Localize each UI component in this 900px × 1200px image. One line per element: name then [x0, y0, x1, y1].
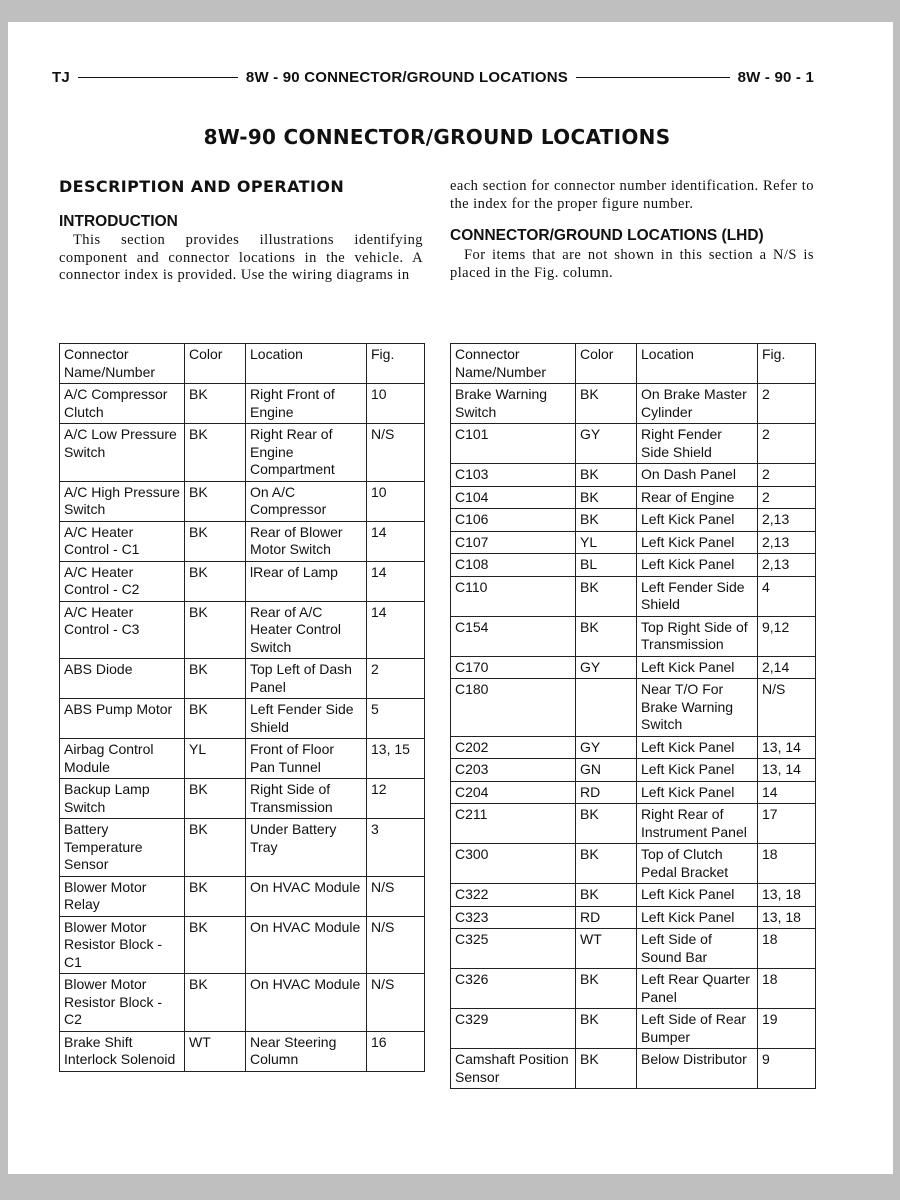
document-title: 8W-90 CONNECTOR/GROUND LOCATIONS [203, 125, 671, 149]
cell-connector: Blower Motor Relay [60, 876, 185, 916]
column-header-connector: Connector Name/Number [451, 344, 576, 384]
cell-connector: A/C Heater Control - C3 [60, 601, 185, 659]
cell-location: Top of Clutch Pedal Bracket [637, 844, 758, 884]
cell-connector: C202 [451, 736, 576, 759]
cell-connector: A/C Low Pressure Switch [60, 424, 185, 482]
cell-location: Left Kick Panel [637, 759, 758, 782]
cell-color: BK [185, 481, 246, 521]
column-header-fig: Fig. [367, 344, 425, 384]
cell-fig: 13, 18 [758, 906, 816, 929]
cell-location: Right Front of Engine [246, 384, 367, 424]
cell-connector: C104 [451, 486, 576, 509]
table-row [60, 779, 425, 819]
cell-fig: 12 [367, 779, 425, 819]
introduction-heading: INTRODUCTION [59, 213, 178, 230]
table-row [451, 554, 816, 577]
cell-color: BK [576, 844, 637, 884]
cell-color: BK [576, 1009, 637, 1049]
table-row [451, 679, 816, 737]
table-row [451, 759, 816, 782]
cell-fig: 2,13 [758, 509, 816, 532]
table-row [60, 561, 425, 601]
cell-color: RD [576, 906, 637, 929]
cell-location: Left Fender Side Shield [246, 699, 367, 739]
cell-fig: 17 [758, 804, 816, 844]
cell-connector: ABS Pump Motor [60, 699, 185, 739]
cell-color: BK [576, 969, 637, 1009]
cell-location: On Dash Panel [637, 464, 758, 487]
header-rule-right [576, 77, 730, 78]
header-right: 8W - 90 - 1 [737, 68, 814, 86]
column-header-location: Location [637, 344, 758, 384]
cell-fig: N/S [367, 974, 425, 1032]
cell-connector: C154 [451, 616, 576, 656]
cell-location: Left Kick Panel [637, 554, 758, 577]
cell-fig: 16 [367, 1031, 425, 1071]
cell-color: BK [576, 464, 637, 487]
cell-color: BK [185, 876, 246, 916]
column-header-color: Color [576, 344, 637, 384]
cell-location: On HVAC Module [246, 974, 367, 1032]
cell-color: BK [576, 509, 637, 532]
column-header-fig: Fig. [758, 344, 816, 384]
cell-connector: Blower Motor Resistor Block - C2 [60, 974, 185, 1032]
cell-fig: 10 [367, 384, 425, 424]
cell-fig: 13, 14 [758, 759, 816, 782]
cell-connector: C203 [451, 759, 576, 782]
cell-location: On Brake Master Cylinder [637, 384, 758, 424]
cell-fig: 2,13 [758, 554, 816, 577]
cell-location: Top Left of Dash Panel [246, 659, 367, 699]
cell-location: Left Kick Panel [637, 736, 758, 759]
table-row [451, 384, 816, 424]
header-left: TJ [52, 68, 70, 86]
cell-connector: A/C High Pressure Switch [60, 481, 185, 521]
connector-table-right [450, 343, 816, 1089]
table-row [451, 906, 816, 929]
cell-location: Right Rear of Engine Compartment [246, 424, 367, 482]
table-row [451, 486, 816, 509]
cell-connector: Backup Lamp Switch [60, 779, 185, 819]
cell-fig: 9,12 [758, 616, 816, 656]
header-center: 8W - 90 CONNECTOR/GROUND LOCATIONS [245, 68, 568, 86]
cell-color: BK [576, 486, 637, 509]
cell-fig: 2 [367, 659, 425, 699]
cell-location: Left Rear Quarter Panel [637, 969, 758, 1009]
cell-color: BK [185, 424, 246, 482]
cell-location: On A/C Compressor [246, 481, 367, 521]
table-row [60, 601, 425, 659]
cell-color: BL [576, 554, 637, 577]
cell-color: GY [576, 656, 637, 679]
table-header-row [60, 344, 425, 384]
table-row [451, 884, 816, 907]
cell-fig: 14 [367, 601, 425, 659]
lhd-text: For items that are not shown in this section a N/S is placed in the Fig. column. [450, 247, 814, 281]
cell-connector: C211 [451, 804, 576, 844]
introduction-text-right: each section for connector number identification. Refer to the index for the proper figure number. [450, 178, 814, 212]
column-header-connector: Connector Name/Number [60, 344, 185, 384]
table-row [60, 659, 425, 699]
cell-connector: ABS Diode [60, 659, 185, 699]
cell-location: Right Rear of Instrument Panel [637, 804, 758, 844]
table-row [451, 969, 816, 1009]
cell-connector: Brake Shift Interlock Solenoid [60, 1031, 185, 1071]
cell-connector: C326 [451, 969, 576, 1009]
cell-color: WT [185, 1031, 246, 1071]
cell-color: BK [576, 384, 637, 424]
connector-table-left [59, 343, 425, 1072]
table-row [451, 616, 816, 656]
cell-connector: C107 [451, 531, 576, 554]
table-row [60, 424, 425, 482]
table-row [451, 531, 816, 554]
cell-fig: N/S [758, 679, 816, 737]
cell-location: Rear of A/C Heater Control Switch [246, 601, 367, 659]
cell-location: Left Kick Panel [637, 906, 758, 929]
cell-fig: 9 [758, 1049, 816, 1089]
running-header [52, 66, 814, 88]
cell-fig: 14 [367, 561, 425, 601]
cell-location: Left Kick Panel [637, 509, 758, 532]
cell-color: BK [185, 974, 246, 1032]
table-row [451, 929, 816, 969]
table-row [60, 819, 425, 877]
table-row [451, 576, 816, 616]
table-row [60, 916, 425, 974]
cell-color: RD [576, 781, 637, 804]
cell-connector: C108 [451, 554, 576, 577]
table-row [451, 1009, 816, 1049]
header-rule-left [78, 77, 238, 78]
cell-color: BK [185, 521, 246, 561]
cell-location: Left Kick Panel [637, 781, 758, 804]
cell-fig: N/S [367, 876, 425, 916]
cell-connector: C300 [451, 844, 576, 884]
cell-connector: A/C Compressor Clutch [60, 384, 185, 424]
cell-color: BK [576, 884, 637, 907]
column-header-location: Location [246, 344, 367, 384]
cell-connector: Camshaft Position Sensor [451, 1049, 576, 1089]
cell-fig: 3 [367, 819, 425, 877]
cell-location: Rear of Blower Motor Switch [246, 521, 367, 561]
table-row [451, 656, 816, 679]
cell-fig: 2 [758, 464, 816, 487]
cell-location: Left Kick Panel [637, 656, 758, 679]
cell-fig: N/S [367, 916, 425, 974]
cell-location: lRear of Lamp [246, 561, 367, 601]
cell-location: Top Right Side of Transmission [637, 616, 758, 656]
cell-color: BK [185, 779, 246, 819]
cell-fig: 18 [758, 844, 816, 884]
table-row [451, 781, 816, 804]
cell-fig: 13, 15 [367, 739, 425, 779]
cell-color: BK [576, 616, 637, 656]
cell-location: Left Kick Panel [637, 531, 758, 554]
table-row [60, 481, 425, 521]
cell-color: WT [576, 929, 637, 969]
cell-fig: 19 [758, 1009, 816, 1049]
cell-connector: C180 [451, 679, 576, 737]
cell-fig: 2 [758, 424, 816, 464]
cell-location: Right Side of Transmission [246, 779, 367, 819]
cell-color: GY [576, 424, 637, 464]
cell-location: Near T/O For Brake Warning Switch [637, 679, 758, 737]
cell-color: BK [185, 916, 246, 974]
cell-fig: N/S [367, 424, 425, 482]
cell-location: On HVAC Module [246, 876, 367, 916]
cell-fig: 5 [367, 699, 425, 739]
table-row [60, 384, 425, 424]
cell-location: Left Side of Rear Bumper [637, 1009, 758, 1049]
table-row [451, 424, 816, 464]
introduction-text-left: This section provides illustrations identifying component and connector locations in the vehicle. A connector index is provided. Use the wiring diagrams in [59, 232, 423, 283]
cell-color: GN [576, 759, 637, 782]
table-row [60, 521, 425, 561]
cell-location: Left Fender Side Shield [637, 576, 758, 616]
table-row [451, 1049, 816, 1089]
section-heading: DESCRIPTION AND OPERATION [59, 177, 345, 196]
table-header-row [451, 344, 816, 384]
table-row [60, 1031, 425, 1071]
cell-fig: 2 [758, 384, 816, 424]
cell-connector: A/C Heater Control - C1 [60, 521, 185, 561]
cell-connector: C329 [451, 1009, 576, 1049]
table-row [60, 699, 425, 739]
cell-fig: 14 [758, 781, 816, 804]
cell-connector: Blower Motor Resistor Block - C1 [60, 916, 185, 974]
column-header-color: Color [185, 344, 246, 384]
cell-location: Left Side of Sound Bar [637, 929, 758, 969]
cell-color: BK [576, 576, 637, 616]
table-row [451, 736, 816, 759]
cell-color: BK [185, 561, 246, 601]
cell-connector: A/C Heater Control - C2 [60, 561, 185, 601]
cell-connector: C170 [451, 656, 576, 679]
cell-location: Left Kick Panel [637, 884, 758, 907]
cell-connector: Airbag Control Module [60, 739, 185, 779]
cell-connector: Brake Warning Switch [451, 384, 576, 424]
cell-fig: 18 [758, 929, 816, 969]
cell-location: Rear of Engine [637, 486, 758, 509]
table-row [60, 974, 425, 1032]
cell-fig: 2 [758, 486, 816, 509]
cell-connector: C101 [451, 424, 576, 464]
cell-color: BK [185, 699, 246, 739]
table-row [451, 509, 816, 532]
cell-location: Front of Floor Pan Tunnel [246, 739, 367, 779]
table-row [451, 464, 816, 487]
cell-color: BK [185, 601, 246, 659]
cell-location: Under Battery Tray [246, 819, 367, 877]
cell-fig: 2,14 [758, 656, 816, 679]
cell-color [576, 679, 637, 737]
cell-fig: 13, 14 [758, 736, 816, 759]
cell-color: BK [185, 659, 246, 699]
cell-color: BK [185, 819, 246, 877]
table-row [451, 804, 816, 844]
table-row [451, 844, 816, 884]
cell-color: BK [576, 1049, 637, 1089]
cell-fig: 13, 18 [758, 884, 816, 907]
cell-connector: C325 [451, 929, 576, 969]
cell-fig: 2,13 [758, 531, 816, 554]
cell-color: GY [576, 736, 637, 759]
lhd-heading: CONNECTOR/GROUND LOCATIONS (LHD) [450, 227, 764, 244]
cell-connector: C106 [451, 509, 576, 532]
cell-location: Right Fender Side Shield [637, 424, 758, 464]
cell-connector: C204 [451, 781, 576, 804]
cell-color: YL [576, 531, 637, 554]
cell-connector: C110 [451, 576, 576, 616]
cell-color: BK [185, 384, 246, 424]
cell-color: YL [185, 739, 246, 779]
cell-fig: 4 [758, 576, 816, 616]
cell-connector: Battery Temperature Sensor [60, 819, 185, 877]
cell-location: Near Steering Column [246, 1031, 367, 1071]
cell-location: Below Distributor [637, 1049, 758, 1089]
cell-connector: C103 [451, 464, 576, 487]
table-row [60, 739, 425, 779]
cell-connector: C322 [451, 884, 576, 907]
cell-fig: 10 [367, 481, 425, 521]
cell-fig: 14 [367, 521, 425, 561]
cell-connector: C323 [451, 906, 576, 929]
table-row [60, 876, 425, 916]
cell-fig: 18 [758, 969, 816, 1009]
cell-color: BK [576, 804, 637, 844]
cell-location: On HVAC Module [246, 916, 367, 974]
